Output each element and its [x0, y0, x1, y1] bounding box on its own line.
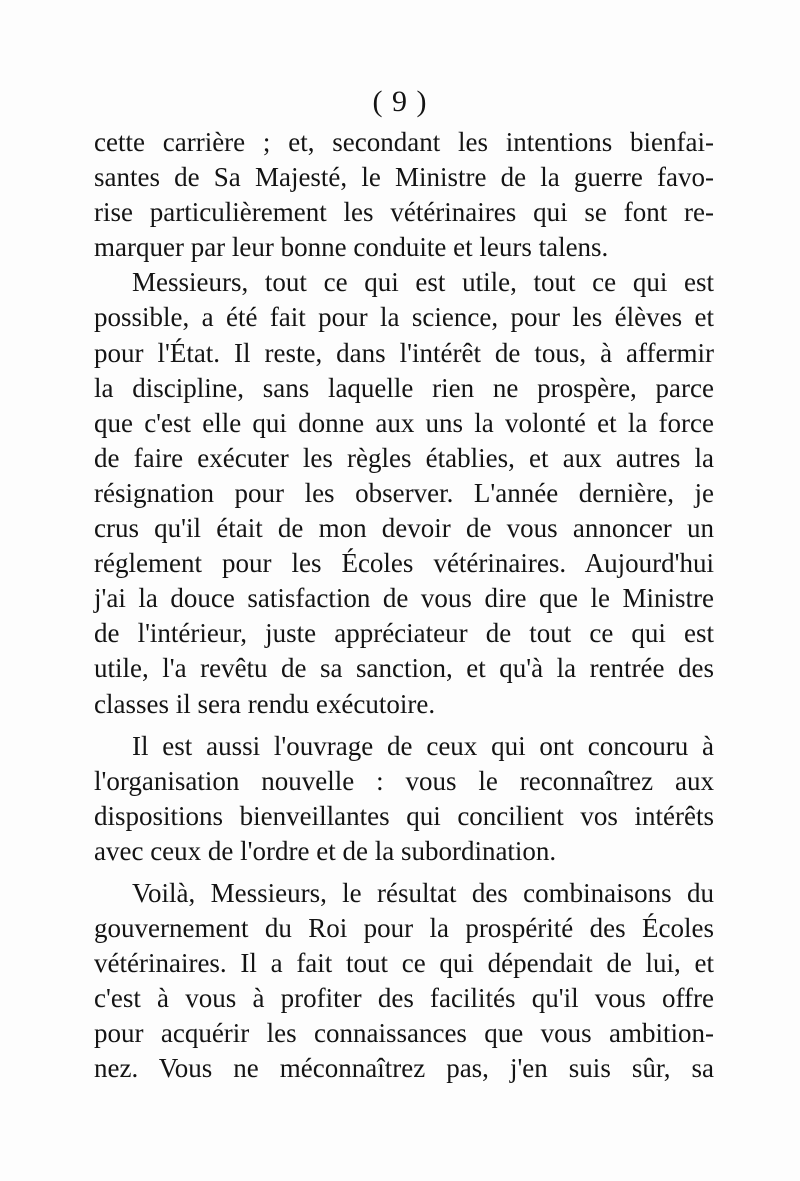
text-line: c'est à vous à profiter des facilités qu'il vous offre — [94, 983, 714, 1014]
text-line: classes il sera rendu exécutoire. — [94, 688, 436, 719]
text-line: avec ceux de l'ordre et de la subordination. — [94, 835, 557, 866]
text-line: crus qu'il était de mon devoir de vous annoncer un — [94, 513, 714, 544]
paragraph — [94, 876, 714, 1087]
text-line: marquer par leur bonne conduite et leurs talens. — [94, 232, 609, 263]
text-line: que c'est elle qui donne aux uns la volonté et la force — [94, 407, 714, 438]
text-line: j'ai la douce satisfaction de vous dire que le Ministre — [94, 583, 714, 614]
text-line: Il est aussi l'ouvrage de ceux qui ont concouru à — [132, 730, 714, 761]
text-line: pour acquérir les connaissances que vous ambition- — [94, 1018, 714, 1049]
text-line: de l'intérieur, juste appréciateur de tout ce qui est — [94, 618, 714, 649]
text-line: pour l'État. Il reste, dans l'intérêt de tous, à affermir — [94, 337, 714, 368]
text-line: possible, a été fait pour la science, pour les élèves et — [94, 302, 714, 333]
text-line: dispositions bienveillantes qui concilient vos intérêts — [94, 800, 714, 831]
text-line: de faire exécuter les règles établies, et aux autres la — [94, 442, 714, 473]
text-line: nez. Vous ne méconnaîtrez pas, j'en suis sûr, sa — [94, 1053, 714, 1084]
text-line: Voilà, Messieurs, le résultat des combinaisons du — [132, 877, 714, 908]
text-line: réglement pour les Écoles vétérinaires. Aujourd'hui — [94, 548, 714, 579]
text-line: Messieurs, tout ce qui est utile, tout ce qui est — [132, 267, 714, 298]
page-number: ( 9 ) — [372, 85, 428, 118]
text-line: résignation pour les observer. L'année dernière, je — [94, 477, 714, 508]
paragraph — [94, 265, 714, 721]
text-line: cette carrière ; et, secondant les intentions bienfai- — [94, 127, 714, 157]
text-line: vétérinaires. Il a fait tout ce qui dépendait de lui, et — [94, 948, 714, 979]
paragraph — [94, 729, 714, 869]
paragraph — [94, 125, 714, 265]
body-text — [94, 125, 714, 1087]
text-line: gouvernement du Roi pour la prospérité des Écoles — [94, 913, 714, 944]
text-line: utile, l'a revêtu de sa sanction, et qu'à la rentrée des — [94, 653, 714, 684]
text-line: la discipline, sans laquelle rien ne prospère, parce — [94, 372, 714, 403]
text-line: santes de Sa Majesté, le Ministre de la guerre favo- — [94, 162, 714, 193]
text-line: rise particulièrement les vétérinaires qui se font re- — [94, 197, 714, 228]
text-line: l'organisation nouvelle : vous le reconnaîtrez aux — [94, 765, 714, 796]
